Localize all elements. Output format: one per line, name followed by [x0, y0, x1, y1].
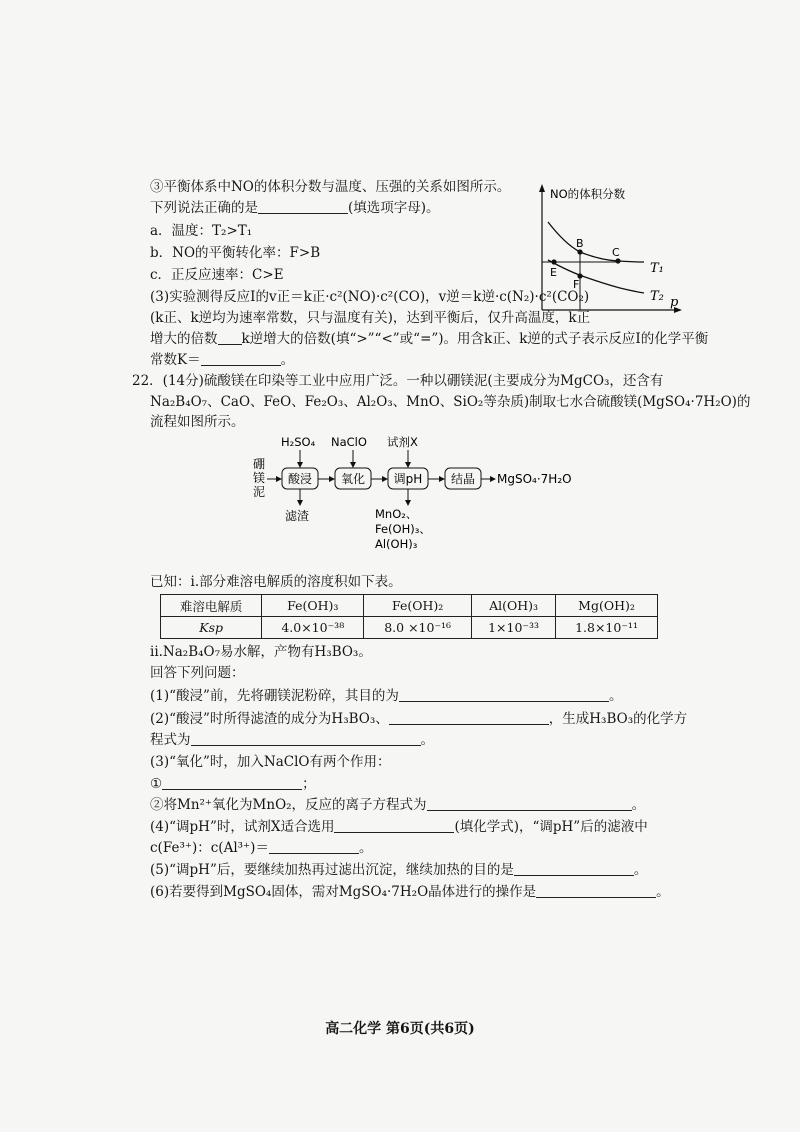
table-cell: 1.8×10⁻¹¹: [556, 617, 658, 639]
q21-line-k: [150, 350, 294, 370]
curve-t1-label: T₁: [650, 261, 664, 276]
answers-intro: 回答下列问题：: [150, 665, 245, 681]
q22-line-2: Na₂B₄O₇、CaO、FeO、Fe₂O₃、Al₂O₃、MnO、SiO₂等杂质)制取七水合硫酸镁(MgSO₄·7H₂O)的: [150, 394, 751, 410]
q21-line-rate: (k正、k逆均为速率常数，只与温度有关)，达到平衡后，仅升高温度，k正: [150, 310, 591, 326]
q21-line-compare: [150, 329, 708, 349]
source-char-2: 镁: [253, 471, 266, 485]
process-flowchart: [245, 430, 585, 555]
step-acid-leach: 酸浸: [287, 472, 313, 486]
q4-text: (4)“调pH”时，试剂X适合选用: [150, 819, 335, 835]
table-cell: Ksp: [161, 617, 262, 639]
q1-text: (1)“酸浸”前，先将硼镁泥粉碎，其目的为: [150, 688, 399, 704]
table-cell: 难溶电解质: [161, 595, 262, 617]
point-b-label: B: [576, 237, 584, 250]
sub-question-4: [150, 817, 648, 837]
product-label: MgSO₄·7H₂O: [497, 472, 572, 486]
q21-prompt: 下列说法正确的是: [150, 200, 258, 216]
answer-blank[interactable]: [269, 839, 359, 854]
y-axis-arrow: [539, 184, 545, 192]
table-cell: 8.0 ×10⁻¹⁶: [364, 617, 472, 639]
q21-compare-b: k逆增大的倍数(填“>”“<”或“=”)。用含k正、k逆的式子表示反应Ⅰ的化学平衡: [241, 331, 709, 347]
q21-compare-a: 增大的倍数: [150, 331, 218, 347]
sub-question-2-cont: [150, 730, 434, 750]
point-e-label: E: [550, 266, 557, 279]
q22-line-3: 流程如图所示。: [150, 414, 245, 430]
source-char-3: 泥: [253, 485, 266, 499]
sub-question-2: [150, 709, 687, 729]
q4-end: 。: [358, 840, 373, 856]
table-cell: Fe(OH)₂: [364, 595, 472, 617]
table-cell: Mg(OH)₂: [556, 595, 658, 617]
answer-blank[interactable]: [218, 330, 242, 345]
table-cell: Al(OH)₃: [472, 595, 556, 617]
table-row: [161, 617, 658, 639]
precip-aloh3: Al(OH)₃: [375, 537, 418, 551]
q3a-text: ①: [150, 776, 163, 792]
sub-question-3b: [150, 795, 645, 815]
step-crystallize: 结晶: [450, 472, 476, 486]
curve-t1: [548, 222, 644, 262]
sub-question-6: [150, 882, 670, 902]
answer-blank[interactable]: [536, 883, 656, 898]
sub-question-1: [150, 686, 622, 706]
table-cell: Fe(OH)₃: [262, 595, 364, 617]
q3b-text: ②将Mn²⁺氧化为MnO₂，反应的离子方程式为: [150, 797, 427, 813]
ksp-table: [160, 594, 658, 639]
answer-blank[interactable]: [389, 710, 549, 725]
point-c: [615, 258, 620, 263]
q4-text-c: c(Fe³⁺)：c(Al³⁺)＝: [150, 840, 269, 856]
known-i: 已知：i.部分难溶电解质的溶度积如下表。: [150, 574, 402, 590]
point-b: [577, 249, 582, 254]
point-f-label: F: [573, 278, 580, 291]
answer-blank[interactable]: [258, 199, 348, 214]
q5-end: 。: [633, 862, 648, 878]
sub-question-5: [150, 860, 647, 880]
x-axis-label: p: [670, 295, 679, 310]
table-cell: 4.0×10⁻³⁸: [262, 617, 364, 639]
no-fraction-graph: [520, 182, 690, 322]
q2-text-c: 程式为: [150, 732, 191, 748]
table-header-row: [161, 595, 658, 617]
q21-line-1: ③平衡体系中NO的体积分数与温度、压强的关系如图所示。: [150, 179, 511, 195]
sub-question-3a: [150, 774, 316, 794]
answer-blank[interactable]: [334, 818, 454, 833]
q1-end: 。: [608, 688, 623, 704]
curve-t2-label: T₂: [650, 289, 664, 304]
q6-text: (6)若要得到MgSO₄固体，需对MgSO₄·7H₂O晶体进行的操作是: [150, 884, 537, 900]
q3a-end: ；: [302, 776, 316, 792]
q21-line-2: [150, 198, 440, 218]
q2-text: (2)“酸浸”时所得滤渣的成分为H₃BO₃、: [150, 711, 389, 727]
residue-label: 滤渣: [285, 509, 310, 523]
answer-blank[interactable]: [191, 731, 421, 746]
q2-text-b: ，生成H₃BO₃的化学方: [548, 711, 688, 727]
answer-blank[interactable]: [201, 351, 281, 366]
page-footer: 高二化学 第6页(共6页): [325, 1021, 475, 1037]
precip-feoh3: Fe(OH)₃、: [375, 522, 431, 536]
reagent-naclo: NaClO: [331, 435, 367, 449]
source-char-1: 硼: [253, 457, 266, 471]
q2-end: 。: [420, 732, 434, 748]
y-axis-label: NO的体积分数: [550, 187, 626, 201]
point-e: [551, 259, 556, 264]
option-a: a．温度：T₂>T₁: [150, 223, 253, 239]
reagent-h2so4: H₂SO₄: [281, 435, 316, 449]
curve-t2: [548, 260, 644, 293]
q21-k-label: 常数K＝: [150, 352, 201, 368]
table-cell: 1×10⁻³³: [472, 617, 556, 639]
precip-mno2: MnO₂、: [375, 507, 418, 521]
option-c: c．正反应速率：C>E: [150, 267, 284, 283]
q21-part3-line: (3)实验测得反应Ⅰ的v正＝k正·c²(NO)·c²(CO)，v逆＝k逆·c(N₂)·c²(CO₂): [150, 289, 590, 305]
q3b-end: 。: [631, 797, 646, 813]
sub-question-3: (3)“氧化”时，加入NaClO有两个作用：: [150, 754, 391, 770]
answer-blank[interactable]: [514, 861, 634, 876]
q4-text-b: (填化学式)，“调pH”后的滤液中: [454, 819, 648, 835]
answer-blank[interactable]: [162, 775, 302, 790]
step-adjust-ph: 调pH: [393, 472, 423, 486]
answer-blank[interactable]: [399, 687, 609, 702]
point-c-label: C: [612, 246, 620, 259]
q22-line-1: 22．(14分)硫酸镁在印染等工业中应用广泛。一种以硼镁泥(主要成分为MgCO₃，还含有: [132, 373, 664, 389]
sub-question-4-cont: [150, 838, 372, 858]
known-ii: ii.Na₂B₄O₇易水解，产物有H₃BO₃。: [150, 644, 372, 660]
reagent-x: 试剂X: [387, 435, 418, 449]
answer-blank[interactable]: [427, 796, 632, 811]
q21-prompt-end: (填选项字母)。: [348, 200, 440, 216]
step-oxidation: 氧化: [340, 472, 366, 486]
q5-text: (5)“调pH”后，要继续加热再过滤出沉淀，继续加热的目的是: [150, 862, 514, 878]
q21-k-end: 。: [280, 352, 295, 368]
q6-end: 。: [656, 884, 670, 900]
option-b: b．NO的平衡转化率：F>B: [150, 245, 321, 261]
